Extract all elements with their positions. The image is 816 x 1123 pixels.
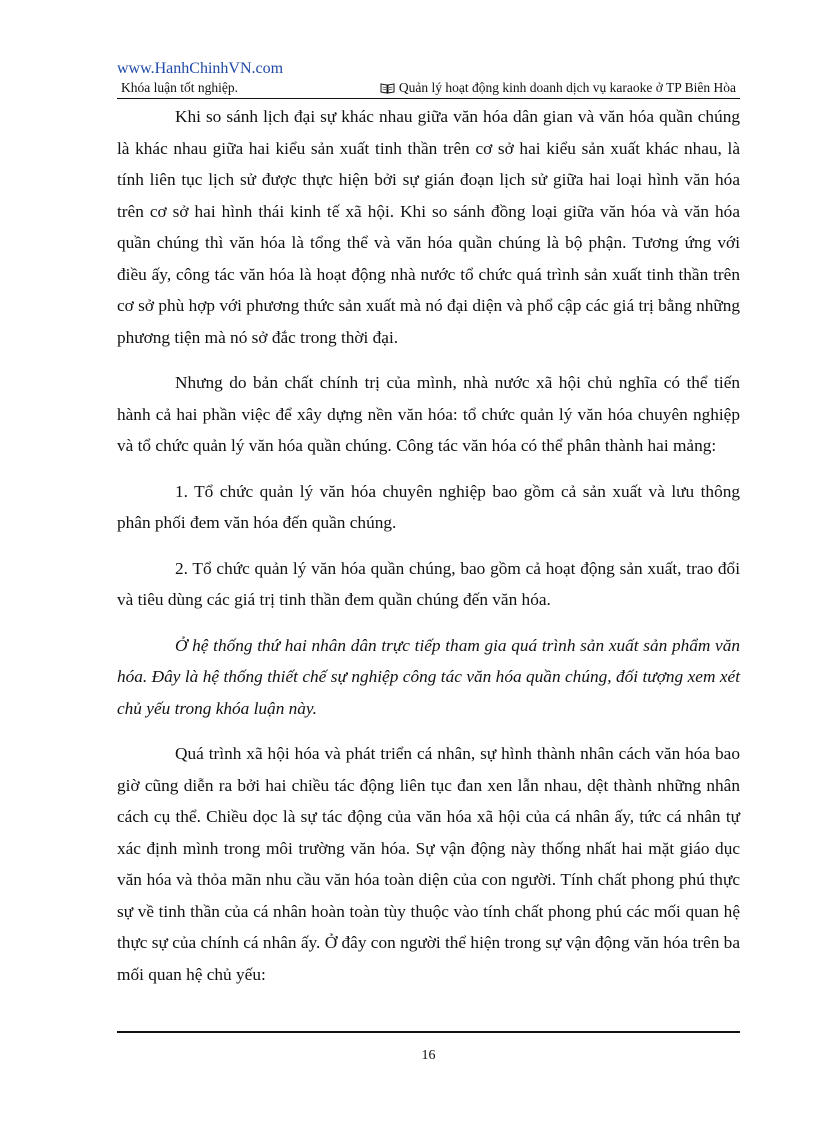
header-right-title: Quản lý hoạt động kinh doanh dịch vụ karaoke ở TP Biên Hòa <box>398 80 736 95</box>
book-icon <box>380 82 395 94</box>
header-right-group <box>380 80 736 96</box>
header-left-title: Khóa luận tốt nghiệp. <box>121 80 238 95</box>
page-body <box>117 101 740 990</box>
numbered-item: 1. Tổ chức quản lý văn hóa chuyên nghiệp bao gồm cả sản xuất và lưu thông phân phối đem văn hóa đến quần chúng. <box>117 481 740 532</box>
body-paragraph: Khi so sánh lịch đại sự khác nhau giữa văn hóa dân gian và văn hóa quần chúng là khác nhau giữa hai kiểu sản xuất tinh thần trên cơ sở hai kiểu sản xuất khác nhau, là tính liên tục lịch sử được thực hiện bởi sự gián đoạn lịch sử giữa hai loại hình văn hóa trên cơ sở hai hình thái kinh tế xã hội. Khi so sánh đồng loại giữa văn hóa và văn hóa quần chúng thì văn hóa là tổng thể và văn hóa quần chúng là bộ phận. Tương ứng với điều ấy, công tác văn hóa là hoạt động nhà nước tổ chức quá trình sản xuất tinh thần trên cơ sở phù hợp với phương thức sản xuất mà nó đại diện và phổ cập các giá trị bằng những phương tiện mà nó sở đắc trong thời đại. <box>117 107 740 347</box>
body-paragraph: Quá trình xã hội hóa và phát triển cá nhân, sự hình thành nhân cách văn hóa bao giờ cũng diễn ra bởi hai chiều tác động liên tục đan xen lẫn nhau, dệt thành những nhân cách cụ thể. Chiều dọc là sự tác động của văn hóa xã hội của cá nhân ấy, tức cá nhân tự xác định mình trong môi trường văn hóa. Sự vận động này thống nhất hai mặt giáo dục văn hóa và thỏa mãn nhu cầu văn hóa toàn diện của con người. Tính chất phong phú thực sự về tinh thần của cá nhân hoàn toàn tùy thuộc vào tính chất phong phú các mối quan hệ thực sự của chính cá nhân ấy. Ở đây con người thể hiện trong sự vận động văn hóa trên ba mối quan hệ chủ yếu: <box>117 744 740 984</box>
footer-divider <box>117 1031 740 1033</box>
watermark-url[interactable]: www.HanhChinhVN.com <box>117 60 284 77</box>
page-header <box>117 78 740 96</box>
page-number: 16 <box>421 1048 436 1063</box>
body-paragraph: Nhưng do bản chất chính trị của mình, nhà nước xã hội chủ nghĩa có thể tiến hành cả hai phần việc để xây dựng nền văn hóa: tổ chức quản lý văn hóa chuyên nghiệp và tổ chức quản lý văn hóa quần chúng. Công tác văn hóa có thể phân thành hai mảng: <box>117 373 740 455</box>
italic-paragraph: Ở hệ thống thứ hai nhân dân trực tiếp tham gia quá trình sản xuất sản phẩm văn hóa. Đây là hệ thống thiết chế sự nghiệp công tác văn hóa quần chúng, đối tượng xem xét chủ yếu trong khóa luận này. <box>117 635 740 718</box>
numbered-item: 2. Tổ chức quản lý văn hóa quần chúng, bao gồm cả hoạt động sản xuất, trao đổi và tiêu dùng các giá trị tinh thần đem quần chúng đến văn hóa. <box>117 558 740 609</box>
header-divider <box>117 98 740 99</box>
